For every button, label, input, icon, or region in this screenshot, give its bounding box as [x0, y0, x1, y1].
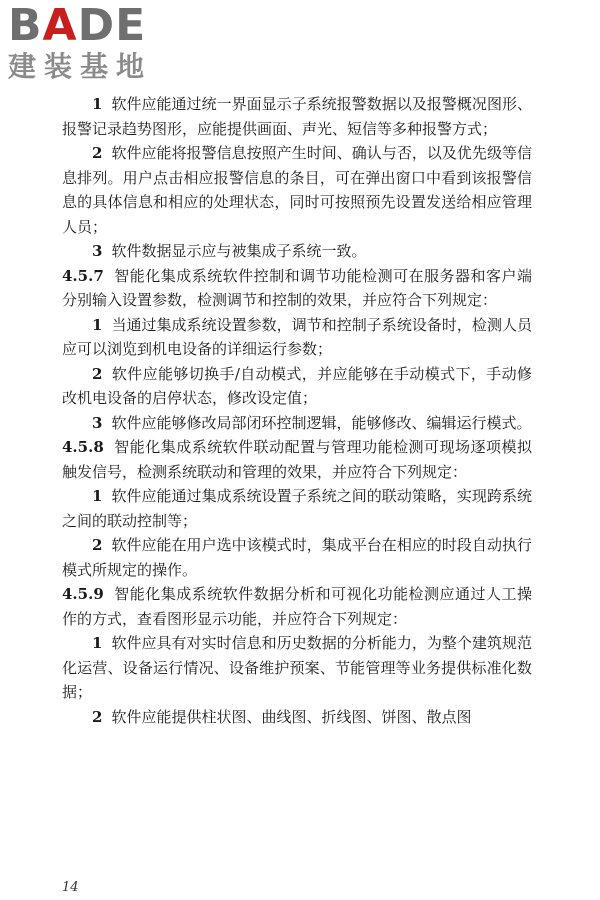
list-item [62, 362, 532, 411]
paragraph-text: 软件数据显示应与被集成子系统一致。 [111, 242, 367, 260]
clause-number: 4.5.7 [62, 266, 104, 285]
paragraph-text: 软件应能提供柱状图、曲线图、折线图、饼图、散点图 [111, 707, 472, 726]
list-item [62, 141, 532, 239]
list-item [62, 533, 532, 582]
item-number: 3 [92, 242, 103, 260]
item-number: 1 [92, 95, 103, 113]
item-number: 2 [92, 364, 103, 383]
list-item [62, 705, 532, 730]
item-number: 2 [92, 536, 103, 554]
item-number: 3 [92, 413, 103, 432]
paragraph-text: 软件应能将报警信息按照产生时间、确认与否，以及优先级等信息排列。用户点击相应报警信息的条目，可在弹出窗口中看到该报警信息的具体信息和相应的处理状态，同时可按照预先设置发送给相应管理人员； [62, 144, 532, 236]
paragraph-text: 软件应能通过统一界面显示子系统报警数据以及报警概况图形、报警记录趋势图形，应能提供画面、声光、短信等多种报警方式； [62, 95, 532, 138]
list-item [62, 239, 532, 264]
paragraph-text: 智能化集成系统软件控制和调节功能检测可在服务器和客户端分别输入设置参数，检测调节和控制的效果，并应符合下列规定： [62, 266, 532, 309]
item-number: 2 [92, 707, 103, 726]
paragraph-text: 软件应具有对实时信息和历史数据的分析能力，为整个建筑规范化运营、设备运行情况、设备维护预案、节能管理等业务提供标准化数据； [62, 634, 532, 701]
logo-wordmark: BADE [8, 0, 147, 51]
paragraph-text: 当通过集成系统设置参数，调节和控制子系统设备时，检测人员应可以浏览到机电设备的详细运行参数； [62, 315, 532, 358]
clause-paragraph [62, 435, 532, 484]
paragraph-text: 智能化集成系统软件联动配置与管理功能检测可现场逐项模拟触发信号，检测系统联动和管理的效果，并应符合下列规定： [62, 438, 532, 481]
paragraph-text: 软件应能通过集成系统设置子系统之间的联动策略，实现跨系统之间的联动控制等； [62, 487, 532, 530]
list-item [62, 92, 532, 141]
logo-subtitle: 建装基地 [8, 50, 153, 83]
list-item [62, 313, 532, 362]
paragraph-text: 智能化集成系统软件数据分析和可视化功能检测应通过人工操作的方式，查看图形显示功能，并应符合下列规定： [62, 585, 532, 628]
list-item [62, 484, 532, 533]
item-number: 1 [92, 634, 103, 652]
item-number: 1 [92, 487, 103, 505]
paragraph-text: 软件应能在用户选中该模式时，集成平台在相应的时段自动执行模式所规定的操作。 [62, 536, 532, 579]
clause-paragraph [62, 264, 532, 313]
clause-number: 4.5.8 [62, 438, 104, 456]
paragraph-text: 软件应能够切换手/自动模式，并应能够在手动模式下，手动修改机电设备的启停状态，修改设定值； [62, 364, 532, 407]
list-item [62, 631, 532, 705]
list-item [62, 411, 532, 436]
item-number: 1 [92, 315, 103, 334]
clause-number: 4.5.9 [62, 585, 104, 603]
paragraph-text: 软件应能够修改局部闭环控制逻辑，能够修改、编辑运行模式。 [111, 413, 532, 432]
logo [8, 0, 178, 84]
clause-paragraph [62, 582, 532, 631]
page-number: 14 [62, 880, 79, 895]
document-body [62, 92, 532, 729]
item-number: 2 [92, 144, 103, 162]
